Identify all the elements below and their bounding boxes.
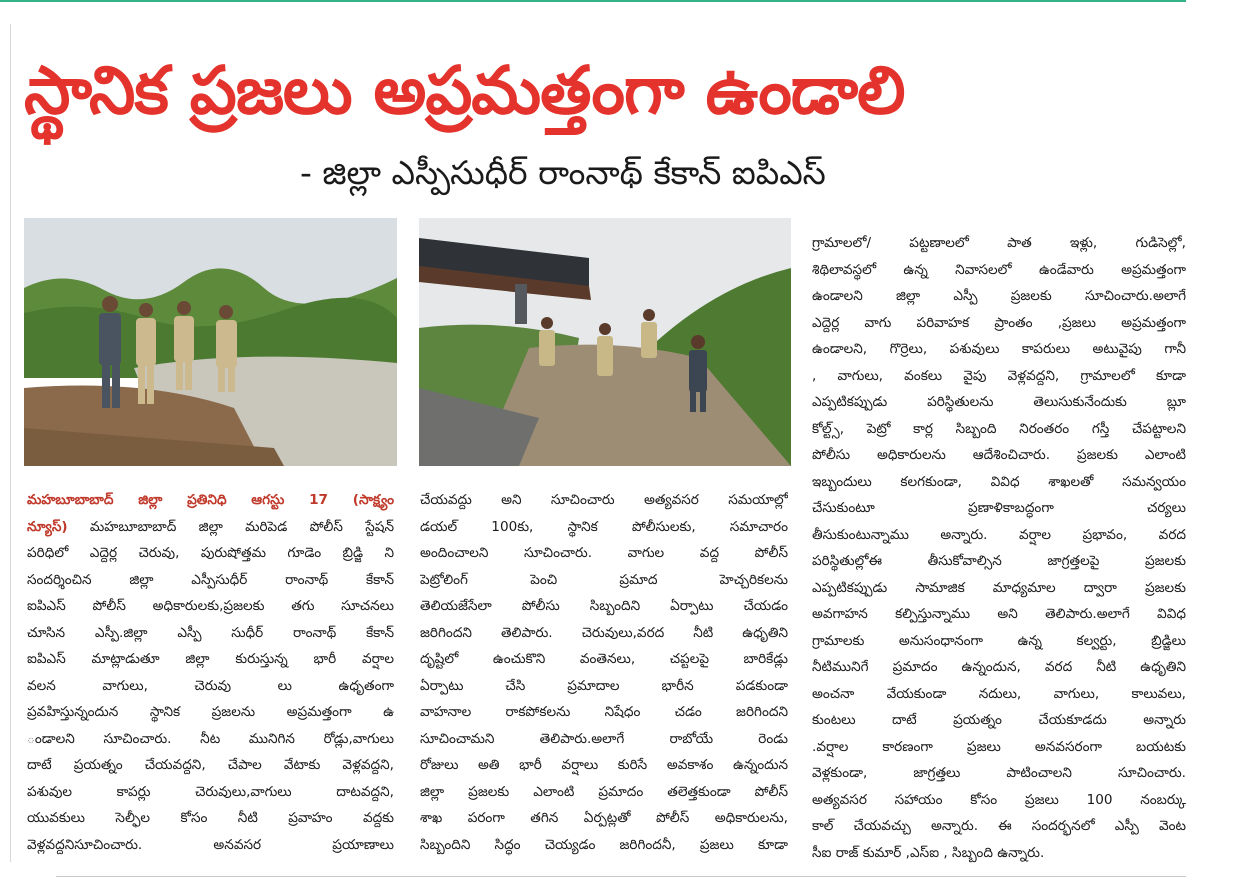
paragraph-line: చేసుకుంటూ ప్రణాళికాబద్ధంగా చర్యలు: [812, 500, 1186, 516]
paragraph-line: కుంటలు దాటే ప్రయత్నం చేయకూడదు అన్నారు: [812, 712, 1186, 728]
paragraph-line: తీసుకుంటున్నాము అన్నారు. వర్షాల ప్రభావం, వరద: [812, 526, 1186, 543]
paragraph-line: వాహనాల రాకపోకలను నిషేధం చడం జరిగిందని: [420, 704, 788, 720]
paragraph-line: అవగాహన కల్పిస్తున్నాము అని తెలిపారు.అలాగే వివిధ: [812, 606, 1186, 622]
paragraph-line: ఎప్పటికప్పుడు పరిస్థితులను తెలుసుకునేందుకు బ్లూ: [812, 394, 1186, 410]
paragraph-line: ఉండాలని, గొర్రెలు, పశువులు కాపరులు అటువైపు గానీ: [812, 341, 1186, 357]
paragraph-line: గ్రామాలలో/ పట్టణాలలో పాత ఇళ్లు, గుడిసెల్లో,: [812, 235, 1186, 251]
paragraph-line: ఇబ్బందులు కలగకుండా, వివిధ శాఖలతో సమన్వయం: [812, 473, 1186, 490]
article-column-1: [27, 487, 394, 858]
paragraph-line: పరిస్థితుల్లోఈ తీసుకోవాల్సిన జాగ్రత్తలపై ప్రజలకు: [812, 553, 1186, 569]
paragraph-line: ఎప్పటికప్పుడు సామాజిక మాధ్యమాల ద్వారా ప్రజలకు: [812, 579, 1186, 596]
police-officers-at-river-bank-photo: [24, 218, 397, 466]
paragraph-line: .వర్షాల కారణంగా ప్రజలు అనవసరంగా బయటకు: [812, 738, 1186, 755]
paragraph-line: చూసిన ఎస్పీ.జిల్లా ఎస్పీ సుధీర్ రాంనాథ్ కేకాన్: [27, 624, 394, 641]
paragraph-line: డయల్ 100కు, స్థానిక పోలీసులకు, సమాచారం: [420, 518, 788, 535]
paragraph-line: జరిగిందని తెలిపారు. చెరువులు,వరద నీటి ఉధృతిని: [420, 624, 788, 641]
headline: స్థానిక ప్రజలు అప్రమత్తంగా ఉండాలి: [24, 52, 905, 129]
paragraph-line: తెలియజేసేలా పోలీసు సిబ్బందిని ఏర్పాటు చేయడం: [420, 598, 788, 614]
paragraph-line: కాల్ చేయవచ్చు అన్నారు. ఈ సందర్భనలో ఎస్పీ వెంట: [812, 818, 1186, 834]
paragraph-line: ఐపిఎస్ పోలీస్ అధికారులకు,ప్రజలకు తగు సూచనలు: [27, 598, 394, 614]
paragraph-line: జిల్లా ప్రజలకు ఎలాంటి ప్రమాదం తలెత్తకుండా పోలీస్: [420, 783, 788, 800]
paragraph-line: దృష్టిలో ఉంచుకొని వంతెనలు, చప్టలపై బారికేడ్లు: [420, 651, 788, 667]
paragraph-line: ప్రవహిస్తున్నందున స్థానిక ప్రజలను అప్రమత్తంగా ఉ: [27, 704, 394, 720]
paragraph-line: దాటే ప్రయత్నం చేయవద్దని, చేపాల వేటాకు వెళ్లవద్దని,: [27, 757, 394, 773]
paragraph-line: వలన వాగులు, చెరువు లు ఉధృతంగా: [27, 677, 394, 694]
paragraph-line: పోలీసు అధికారులను ఆదేశించిచారు. ప్రజలకు ఎలాంటి: [812, 447, 1186, 463]
paragraph-line: ఏర్పాటు చేసి ప్రమాదాల భారీన పడకుండా: [420, 677, 788, 694]
paragraph-line: సందర్శించిన జిల్లా ఎస్పీసుధీర్ రాంనాథ్ కేకాన్: [27, 571, 394, 588]
paragraph-line: యువకులు సెల్ఫీల కోసం నీటి ప్రవాహం వద్దకు: [27, 810, 394, 826]
paragraph-line: సిబ్బందిని సిద్ధం చెయ్యడం జరిగిందనీ, ప్రజలు కూడా: [420, 836, 788, 853]
paragraph-line: ఎద్దెర్ల వాగు పరివాహక ప్రాంతం ,ప్రజలు అప్రమత్తంగా: [812, 314, 1186, 331]
bottom-rule: [56, 876, 1186, 877]
paragraph-line: రోజులు అతి భారీ వర్షాలు కురిసే అవకాశం ఉన్నందున: [420, 757, 788, 773]
paragraph-line: గ్రామాలకు అనుసంధానంగా ఉన్న కల్వర్టు, బ్రిడ్జిలు: [812, 632, 1186, 649]
police-inspecting-bridge-site-photo: [419, 218, 791, 466]
paragraph-line: ఉండాలని జిల్లా ఎస్పీ ప్రజలకు సూచించారు.అలాగే: [812, 288, 1186, 304]
paragraph-line: వెళ్లకుండా, జాగ్రత్తలు పాటించాలని సూచించారు.: [812, 765, 1186, 781]
paragraph-line: సూచించామని తెలిపారు.అలాగే రాబోయే రెండు: [420, 730, 788, 747]
paragraph-line: వెళ్లవద్దనిసూచించారు. అనవసర ప్రయాణాలు: [27, 836, 394, 853]
dateline-continued: న్యూస్): [27, 518, 68, 535]
article-column-2: [420, 487, 788, 858]
paragraph-line: , వాగులు, వంకలు వైపు వెళ్లవద్దని, గ్రామాలలో కూడా: [812, 367, 1186, 384]
paragraph-line: అంచనా వేయకుండా నదులు, వాగులు, కాలువలు,: [812, 685, 1186, 702]
paragraph-line: ండాలని సూచించారు. నీట మునిగిన రోడ్లు,వాగులు: [27, 730, 394, 747]
byline: - జిల్లా ఎస్పీసుధీర్ రాంనాథ్ కేకాన్ ఐపిఎస్: [300, 153, 826, 192]
paragraph-line: నీటిమునిగే ప్రమాదం ఉన్నందున, వరద నీటి ఉధృతిని: [812, 659, 1186, 675]
paragraph-line: శిథిలావస్థలో ఉన్న నివాసలలో ఉండేవారు అప్రమత్తంగా: [812, 261, 1186, 278]
dateline: మహబూబాబాద్ జిల్లా ప్రతినిధి ఆగస్టు 17 (సాక్ష్యం: [27, 492, 394, 508]
top-accent-rule: [0, 0, 1186, 2]
article-column-3: [812, 230, 1186, 866]
paragraph-line: చేయవద్దు అని సూచించారు అత్యవసర సమయాల్లో: [420, 492, 788, 508]
paragraph-line: మహబూబాబాద్ జిల్లా మరిపెడ పోలీస్ స్టేషన్: [67, 518, 394, 535]
paragraph-line: పరిధిలో ఎద్దెర్ల చెరువు, పురుషోత్తమ గూడెం బ్రిడ్జి ని: [27, 545, 394, 561]
paragraph-line: పశువుల కాపర్లు చెరువులు,వాగులు దాటవద్దని,: [27, 783, 394, 800]
left-margin-rule: [10, 24, 11, 862]
paragraph-line: కోల్ట్స్, పెట్రో కార్ల సిబ్బంది నిరంతరం గస్తీ చేపట్టాలని: [812, 420, 1186, 437]
paragraph-line: శాఖ పరంగా తగిన ఏర్పట్లతో పోలీస్ అధికారులను,: [420, 810, 788, 826]
paragraph-line: ఐపిఎస్ మాట్లాడుతూ జిల్లా కురుస్తున్న భారీ వర్షాల: [27, 651, 394, 667]
paragraph-line: అందించాలని సూచించారు. వాగుల వద్ద పోలీస్: [420, 545, 788, 561]
paragraph-line: పెట్రోలింగ్ పెంచి ప్రమాద హెచ్చరికలను: [420, 571, 788, 588]
paragraph-line: అత్యవసర సహాయం కోసం ప్రజలు 100 నంబర్కు: [812, 791, 1186, 808]
paragraph-line: సీఐ రాజ్ కుమార్ ,ఎస్ఐ , సిబ్బంది ఉన్నారు.: [812, 844, 1045, 861]
